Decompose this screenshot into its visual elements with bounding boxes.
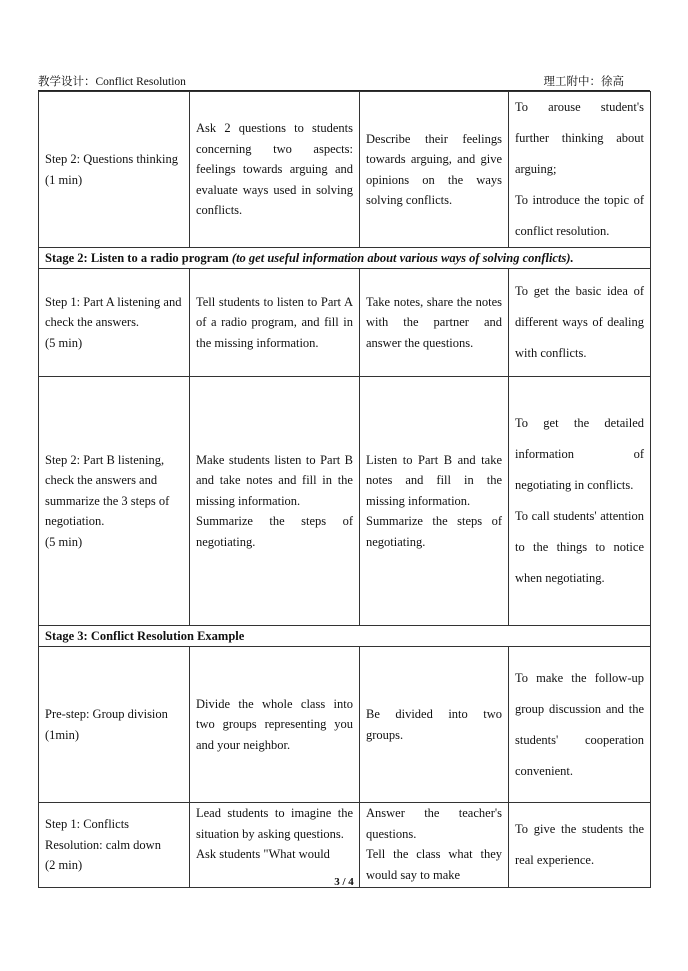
- student-activity-text: Summarize the steps of negotiating.: [366, 514, 502, 549]
- purpose-cell: [509, 92, 651, 248]
- cell-clip: [45, 803, 183, 887]
- cell-clip: [366, 803, 502, 887]
- step-cell: [39, 803, 190, 888]
- student-activity-cell: [360, 647, 509, 803]
- step-duration: (5 min): [45, 534, 83, 549]
- student-activity-cell: [360, 92, 509, 248]
- purpose-text: To get the detailed information of negotiating in conflicts.: [515, 416, 644, 492]
- stage-note: (to get useful information about various ways of solving conflicts).: [231, 251, 574, 265]
- step-duration: (1 min): [45, 172, 83, 187]
- step-duration: (2 min): [45, 858, 83, 873]
- step-duration: (5 min): [45, 335, 83, 350]
- header-school-author: 理工附中：徐高: [543, 76, 624, 88]
- purpose-text: To make the follow-up group discussion and the students' cooperation convenient.: [515, 670, 644, 778]
- purpose-text: To call students' attention to the things to notice when negotiating.: [515, 509, 644, 585]
- lesson-plan-table: [38, 91, 651, 888]
- table-row: [39, 803, 651, 888]
- stage-heading: [39, 248, 651, 269]
- purpose-text: To introduce the topic of conflict resolution.: [515, 193, 644, 238]
- step-duration: (1min): [45, 727, 80, 742]
- teacher-activity-text: Make students listen to Part B and take notes and fill in the missing information.: [196, 452, 353, 508]
- stage-heading: [39, 626, 651, 647]
- student-activity-text: Listen to Part B and take notes and fill in the missing information.: [366, 452, 502, 508]
- stage-row: [39, 248, 651, 269]
- purpose-text: To get the basic idea of different ways of dealing with conflicts.: [515, 284, 644, 360]
- table-row: [39, 269, 651, 377]
- step-name: Step 2: Part B listening, check the answers and summarize the 3 steps of negotiation.: [45, 452, 170, 529]
- student-activity-text: Take notes, share the notes with the partner and answer the questions.: [366, 294, 502, 350]
- teacher-activity-text: Tell students to listen to Part A of a radio program, and fill in the missing information.: [196, 294, 353, 350]
- stage-title: Stage 3: Conflict Resolution Example: [45, 629, 245, 643]
- teacher-activity-cell: [190, 377, 360, 626]
- teacher-activity-cell: [190, 803, 360, 888]
- step-cell: [39, 269, 190, 377]
- purpose-cell: [509, 269, 651, 377]
- teacher-activity-text: Summarize the steps of negotiating.: [196, 514, 353, 549]
- teacher-activity-text: Divide the whole class into two groups representing you and your neighbor.: [196, 696, 353, 752]
- stage-row: [39, 626, 651, 647]
- step-cell: [39, 92, 190, 248]
- step-name: Pre-step: Group division: [45, 707, 168, 721]
- purpose-text: To give the students the real experience.: [515, 822, 644, 867]
- teacher-activity-text: Ask 2 questions to students concerning two aspects: feelings towards arguing and evaluate ways used in solving conflicts.: [196, 121, 353, 218]
- step-cell: [39, 377, 190, 626]
- step-name: Step 1: Conflicts Resolution: calm down: [45, 817, 161, 852]
- student-activity-text: Tell the class what they would say to make: [366, 847, 502, 882]
- purpose-text: To arouse student's further thinking about arguing;: [515, 100, 644, 176]
- page-header: [38, 72, 650, 91]
- cell-clip: [196, 803, 353, 887]
- table-row: [39, 647, 651, 803]
- step-name: Step 1: Part A listening and check the answers.: [45, 294, 182, 330]
- table-row: [39, 92, 651, 248]
- student-activity-cell: [360, 803, 509, 888]
- header-course-title: 教学设计：Conflict Resolution: [38, 76, 186, 88]
- student-activity-text: Be divided into two groups.: [366, 707, 502, 742]
- teacher-activity-cell: [190, 92, 360, 248]
- student-activity-cell: [360, 377, 509, 626]
- step-name: Step 2: Questions thinking: [45, 152, 178, 166]
- page-number: 3 / 4: [334, 876, 354, 888]
- teacher-activity-text: Lead students to imagine the situation by asking questions.: [196, 806, 353, 841]
- student-activity-text: Answer the teacher's questions.: [366, 806, 502, 841]
- table-row: [39, 377, 651, 626]
- student-activity-text: Describe their feelings towards arguing, and give opinions on the ways solving conflicts.: [366, 131, 502, 207]
- stage-title: Stage 2: Listen to a radio program: [45, 251, 229, 265]
- purpose-cell: [509, 377, 651, 626]
- teacher-activity-cell: [190, 647, 360, 803]
- student-activity-cell: [360, 269, 509, 377]
- purpose-cell: [509, 647, 651, 803]
- purpose-cell: [509, 803, 651, 888]
- step-cell: [39, 647, 190, 803]
- teacher-activity-text: Ask students "What would: [196, 847, 330, 861]
- teacher-activity-cell: [190, 269, 360, 377]
